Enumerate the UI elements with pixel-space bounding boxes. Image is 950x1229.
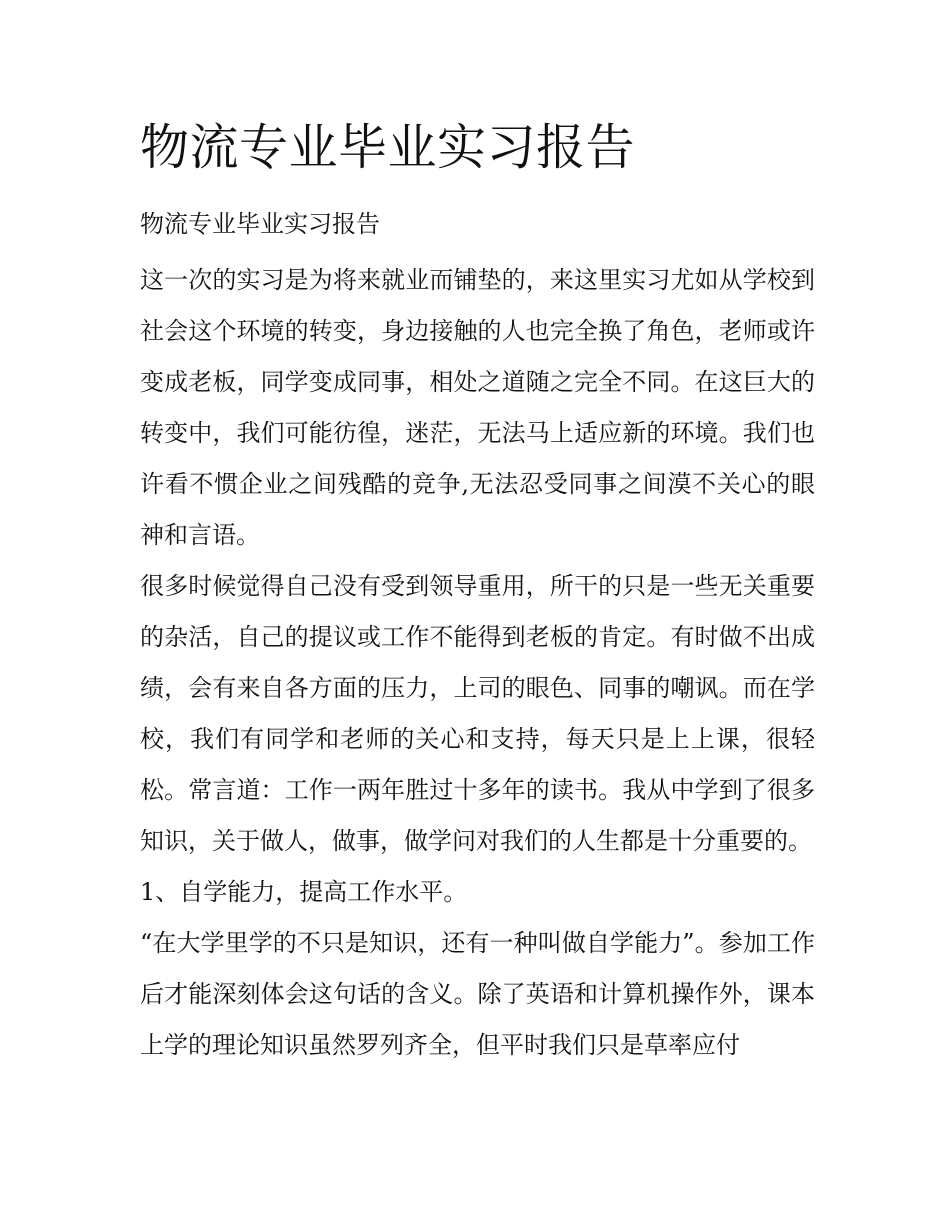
paragraph-intro: 这一次的实习是为将来就业而铺垫的，来这里实习尤如从学校到社会这个环境的转变，身边接触的人也完全换了角色，老师或许变成老板，同学变成同事，相处之道随之完全不同。在这巨大的转变中，我们可能彷徨，迷茫，无法马上适应新的环境。我们也许看不惯企业之间残酷的竞争,无法忍受同事之间漠不关心的眼神和言语。 xyxy=(140,266,815,549)
paragraph-self-learning: “在大学里学的不只是知识，还有一种叫做自学能力”。参加工作后才能深刻体会这句话的含义。除了英语和计算机操作外，课本上学的理论知识虽然罗列齐全，但平时我们只是草率应付 xyxy=(140,929,815,1059)
section-heading-self-learning: 1、自学能力，提高工作水平。 xyxy=(140,878,468,906)
document-subtitle: 物流专业毕业实习报告 xyxy=(140,210,380,238)
paragraph-experience: 很多时候觉得自己没有受到领导重用，所干的只是一些无关重要的杂活，自己的提议或工作不能得到老板的肯定。有时做不出成绩，会有来自各方面的压力，上司的眼色、同事的嘲讽。而在学校，我们有同学和老师的关心和支持，每天只是上上课，很轻松。常言道：工作一两年胜过十多年的读书。我从中学到了很多知识，关于做人，做事，做学问对我们的人生都是十分重要的。 xyxy=(140,572,815,855)
document-title: 物流专业毕业实习报告 xyxy=(140,119,636,176)
document-body xyxy=(140,113,815,1071)
